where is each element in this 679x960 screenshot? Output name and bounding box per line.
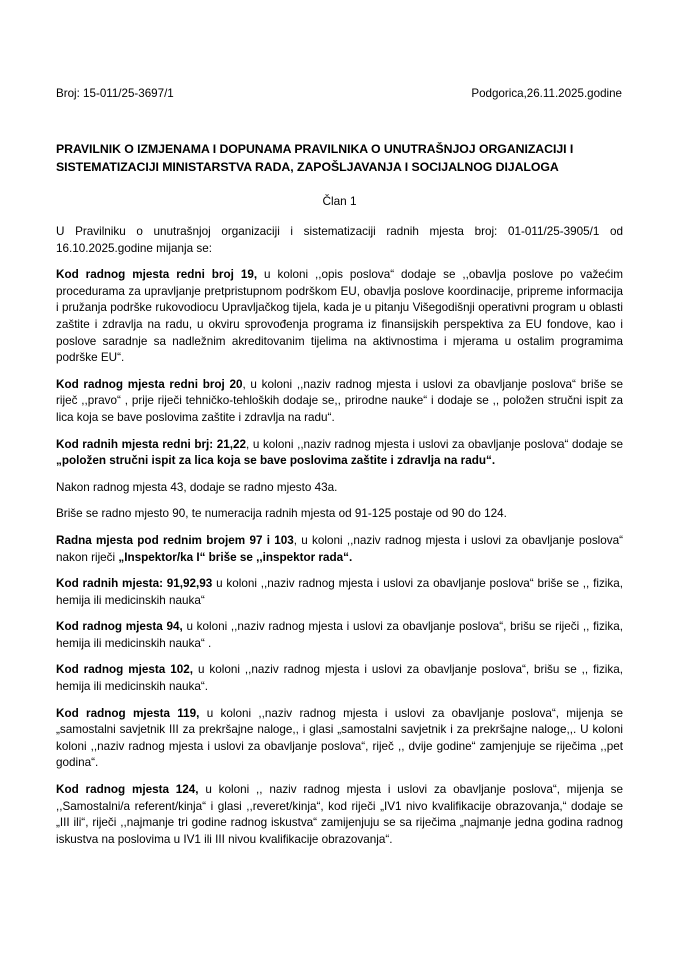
paragraph-mjesto-21-22-run-0: Kod radnih mjesta redni brj: 21,22 — [56, 437, 247, 451]
paragraph-mjesto-19-run-1: u koloni ,,opis poslova“ dodaje se ,,obavlja poslove po važećim procedurama za upravljanje pretpristupnom podrškom EU, obavlja poslove koordinacije, pripreme informacija i pružanja podrške rukovodiocu Upravljačkog tijela, kada je u pitanju Višegodišnji operativni program u oblasti zaštite i zdravlja na radu, u okviru sprovođenja programa iz finansijskih perspektiva za EU fondove, kao i poslove saradnje sa nadležnim akreditovanim tijelima na aktivnostima i mjerama u ostalim programima podrške EU“. — [56, 268, 623, 365]
paragraph-intro-run-0: U Pravilniku o unutrašnjoj organizaciji i sistematizaciji radnih mjesta broj: 01-011/25-3905/1 od 16.10.2025.godine mijanja se: — [56, 225, 623, 255]
page-title: PRAVILNIK O IZMJENAMA I DOPUNAMA PRAVILNIKA O UNUTRAŠNJOJ ORGANIZACIJI I SISTEMATIZACIJI MINISTARSTVA RADA, ZAPOŠLJAVANJA I SOCIJALNOG DIJALOGA — [56, 142, 574, 174]
document-reference-number: Broj: 15-011/25-3697/1 — [56, 87, 174, 100]
paragraph-mjesto-124-run-1: u koloni ,, naziv radnog mjesta i uslovi za obavljanje poslova“, mijenja se ,,Samostalni/a referent/kinja“ i glasi ,,reveret/kinja“, kod riječi „IV1 nivo kvalifikacije obrazovanja,“ dodaje se „III ili“, riječi ,,najmanje tri godine radnog iskustva“ zamijenjuju se sa riječima „najmanje jedna godina radnog iskustva na poslovima u IV1 ili III nivou kvalifikacije obrazovanja“. — [56, 783, 623, 846]
paragraph-mjesto-20-run-1: , u koloni ,,naziv radnog mjesta i uslovi za obavljanje poslova“ briše se riječ ,,pravo“ , prije riječi tehničko-tehloških dodaje se,, prirodne nauke“ i dodaje se ,, položen stručni ispit za lica koja se bave poslovima zaštite i zdravlja na radu“. — [56, 377, 623, 424]
paragraph-mjesta-91-92-93 — [56, 576, 623, 609]
paragraph-mjesto-119 — [56, 706, 623, 772]
paragraph-mjesta-97-103-run-1: , u koloni ,,naziv radnog mjesta i uslovi za obavljanje poslova“ nakon riječi — [56, 533, 624, 564]
paragraph-mjesto-102-run-1: u koloni ,,naziv radnog mjesta i uslovi za obavljanje poslova“, brišu se ,, fizika, hemija ili medicinskih nauka“. — [56, 663, 623, 694]
paragraph-mjesto-94-run-1: u koloni ,,naziv radnog mjesta i uslovi za obavljanje poslova“, brišu se riječi ,, fizika, hemija ili medicinskih nauka“ . — [56, 620, 623, 650]
paragraph-mjesta-91-92-93-run-0: Kod radnih mjesta: 91,92,93 — [56, 577, 213, 591]
paragraph-mjesta-97-103-run-2: „Inspektor/ka I“ briše se ,,inspektor rada“. — [118, 550, 353, 564]
paragraph-mjesto-90 — [56, 506, 623, 523]
paragraph-mjesto-119-run-0: Kod radnog mjesta 119, — [56, 706, 200, 720]
paragraph-mjesto-21-22-run-2: „položen stručni ispit za lica koja se bave poslovima zaštite i zdravlja na radu“. — [56, 454, 496, 468]
paragraph-intro — [56, 224, 623, 257]
paragraph-mjesto-20-run-0: Kod radnog mjesta redni broj 20 — [56, 377, 243, 391]
paragraph-mjesto-124-run-0: Kod radnog mjesta 124, — [56, 783, 199, 797]
article-heading: Član 1 — [322, 194, 357, 208]
paragraph-mjesto-94 — [56, 619, 623, 652]
paragraph-mjesta-97-103 — [56, 533, 623, 566]
document-content — [56, 0, 623, 848]
paragraph-mjesta-91-92-93-run-1: u koloni ,,naziv radnog mjesta i uslovi za obavljanje poslova“ briše se ,, fizika, hemija ili medicinskih nauka“ — [56, 577, 623, 607]
paragraph-mjesto-21-22-run-1: , u koloni ,,naziv radnog mjesta i uslovi za obavljanje poslova“ dodaje se — [246, 437, 623, 451]
paragraph-mjesto-21-22 — [56, 437, 623, 470]
paragraph-mjesto-119-run-1: u koloni ,,naziv radnog mjesta i uslovi za obavljanje poslova“, mijenja se „samostalni savjetnik III za prekršajne naloge,, i glasi „samostalni savjetnik i za prekršajne naloge,,. U koloni koloni ,,naziv radnog mjesta i uslovi za obavljanje poslova“, riječ ,, dvije godine“ zamjenjuje se riječima ,,pet godina“. — [56, 706, 623, 770]
document-body — [56, 224, 623, 848]
paragraph-mjesto-90-run-0: Briše se radno mjesto 90, te numeracija radnih mjesta od 91-125 postaje od 90 do 124. — [56, 507, 507, 521]
paragraph-mjesto-94-run-0: Kod radnog mjesta 94, — [56, 620, 183, 634]
paragraph-mjesto-43a-run-0: Nakon radnog mjesta 43, dodaje se radno mjesto 43a. — [56, 480, 338, 494]
paragraph-mjesto-43a — [56, 480, 623, 497]
paragraph-mjesto-124 — [56, 782, 623, 848]
paragraph-mjesta-97-103-run-0: Radna mjesta pod rednim brojem 97 i 103 — [56, 533, 294, 547]
paragraph-mjesto-20 — [56, 377, 623, 427]
paragraph-mjesto-102 — [56, 662, 623, 695]
paragraph-mjesto-19-run-0: Kod radnog mjesta redni broj 19, — [56, 268, 258, 282]
document-place-and-date: Podgorica,26.11.2025.godine — [471, 87, 622, 100]
document-header — [56, 86, 623, 102]
paragraph-mjesto-102-run-0: Kod radnog mjesta 102, — [56, 663, 193, 677]
paragraph-mjesto-19 — [56, 267, 623, 367]
